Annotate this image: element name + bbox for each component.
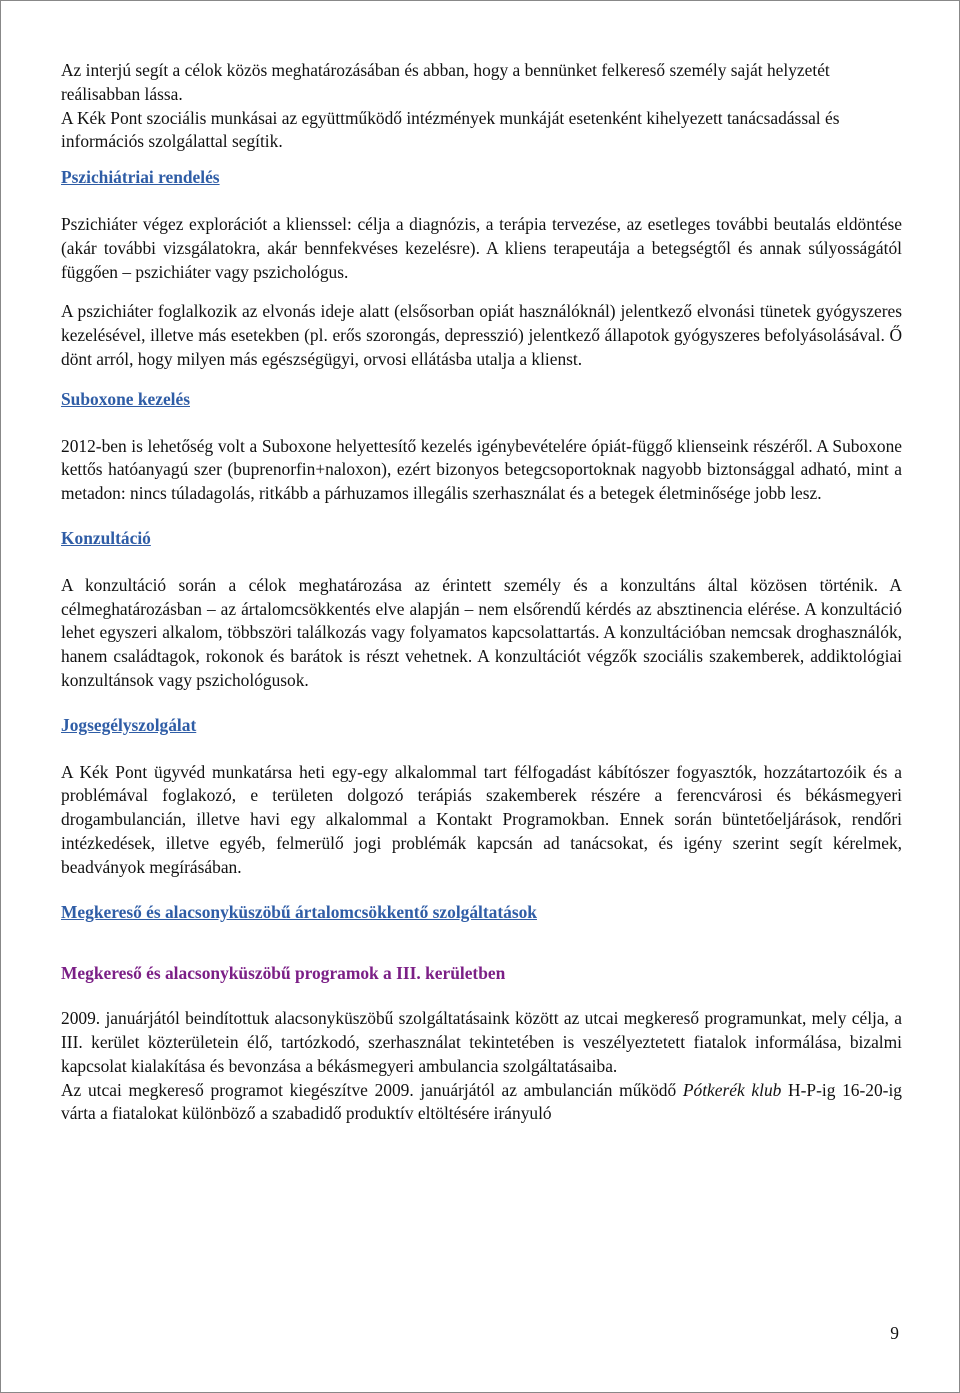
subheading-outreach-district-3: Megkereső és alacsonyküszöbű programok a III. kerületben	[61, 963, 506, 984]
intro-paragraph-1: Az interjú segít a célok közös meghatározásában és abban, hogy a bennünket felkereső személy saját helyzetét reálisabban lássa.	[61, 60, 830, 104]
heading-consultation[interactable]: Konzultáció	[61, 527, 151, 548]
page-content	[61, 59, 902, 1126]
heading-outreach-services[interactable]: Megkereső és alacsonyküszöbű ártalomcsökkentő szolgáltatások	[61, 901, 537, 922]
outreach-paragraph-1: 2009. januárjától beindítottuk alacsonyküszöbű szolgáltatásaink között az utcai megkereső programunkat, mely célja, a III. kerület közterületein élő, tartózkodó, szerhasználat tekintetében is veszélyeztetett fiatalok informálása, bizalmi kapcsolat kialakítása és bevonzása a békásmegyeri ambulancia szolgáltatásaiba.	[61, 1008, 902, 1076]
intro-paragraph-2: A Kék Pont szociális munkásai az együttműködő intézmények munkáját esetenként kihelyezett tanácsadással és információs szolgálattal segítik.	[61, 107, 840, 152]
consultation-paragraph: A konzultáció során a célok meghatározása az érintett személy és a konzultáns által közösen történik. A célmeghatározásban – az ártalomcsökkentés elve alapján – nem elsőrendű kérdés az absztinencia elérése. A konzultáció lehet egyszeri alkalom, többszöri találkozás vagy folyamatos kapcsolattartás. A konzultációban nemcsak droghasználók, hanem családtagok, rokonok és barátok is részt vehetnek. A konzultációt végzők szociális szakemberek, addiktológiai konzultánsok vagy pszichológusok.	[61, 574, 902, 690]
heading-legal-aid[interactable]: Jogsegélyszolgálat	[61, 714, 197, 735]
page-number: 9	[890, 1323, 899, 1343]
psychiatric-paragraph-1: Pszichiáter végez explorációt a klienssel: célja a diagnózis, a terápia tervezése, az esetleges további beutalás eldöntése (akár további vizsgálatokra, akár bennfekvéses kezelésre). A kliens terapeutája a betegségtől és annak súlyosságától függően – pszichiáter vagy pszichológus.	[61, 213, 902, 282]
heading-psychiatric-care[interactable]: Pszichiátriai rendelés	[61, 167, 220, 188]
psychiatric-paragraph-2: A pszichiáter foglalkozik az elvonás ideje alatt (elsősorban opiát használóknál) jelentkező elvonási tünetek gyógyszeres kezelésével, illetve más esetekben (pl. erős szorongás, depresszió) jelentkező állapotok gyógyszeres befolyásolásával. Ő dönt arról, hogy milyen más egészségügyi, orvosi ellátásba utalja a klienst.	[61, 301, 902, 369]
outreach-paragraph-2	[61, 1079, 902, 1127]
suboxone-paragraph: 2012-ben is lehetőség volt a Suboxone helyettesítő kezelés igénybevételére ópiát-függő klienseink részéről. A Suboxone kettős hatóanyagú szer (buprenorfin+naloxon), ezért bizonyos betegcsoportoknak nagyobb biztonsággal adható, mint a metadon: nincs túladagolás, ritkább a párhuzamos illegális szerhasználat és a betegek életminősége jobb lesz.	[61, 435, 902, 504]
outreach-p2-text-a: Az utcai megkereső programot kiegészítve 2009. januárjától az ambulancián működő	[61, 1079, 683, 1100]
outreach-p2-text-b: H-P-ig 16-20-ig várta a fiatalokat különböző a szabadidő produktív eltöltésére irányuló	[61, 1079, 902, 1124]
heading-suboxone[interactable]: Suboxone kezelés	[61, 388, 190, 409]
legal-aid-paragraph: A Kék Pont ügyvéd munkatársa heti egy-egy alkalommal tart félfogadást kábítószer fogyasztók, hozzátartozóik és a problémával foglakozó, e területen dolgozó terápiás szakemberek részére a ferencvárosi és békásmegyeri drogambulancián, illetve havi egy alkalommal a Kontakt Programokban. Ennek során büntetőeljárások, rendőri intézkedések, illetve egyéb, felmerülő jogi problémák kapcsán ad tanácsokat, és igény szerint segít kérelmek, beadványok megírásában.	[61, 761, 902, 877]
club-name: Pótkerék klub	[682, 1079, 782, 1100]
